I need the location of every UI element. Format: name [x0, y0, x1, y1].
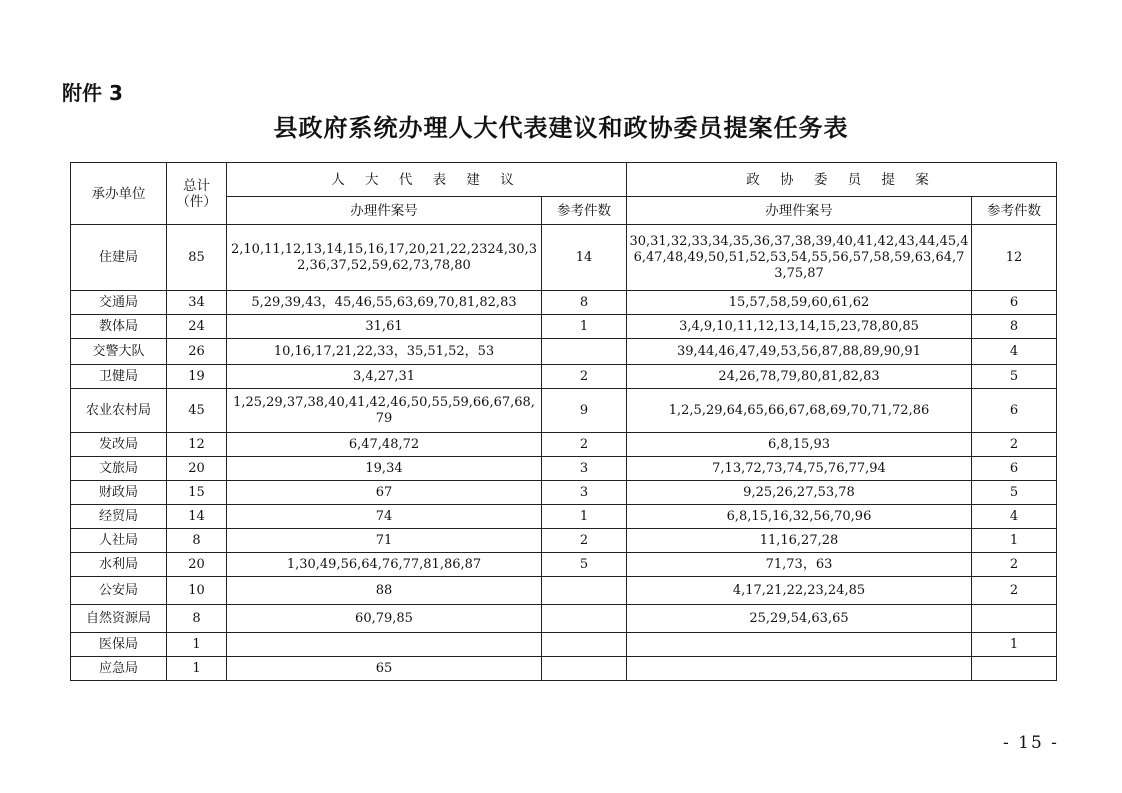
npc-case-numbers-cell: 2,10,11,12,13,14,15,16,17,20,21,22,2324,30,32,36,37,52,59,62,73,78,80 — [227, 225, 542, 291]
table-row — [71, 605, 1057, 633]
npc-reference-count-cell: 8 — [542, 291, 627, 315]
unit-cell: 农业农村局 — [71, 389, 167, 433]
cppcc-case-numbers-cell: 4,17,21,22,23,24,85 — [627, 577, 972, 605]
cppcc-reference-count-cell: 12 — [972, 225, 1057, 291]
cppcc-reference-count-cell: 4 — [972, 339, 1057, 365]
npc-reference-count-cell — [542, 657, 627, 681]
total-cell: 15 — [167, 481, 227, 505]
cppcc-reference-count-cell: 6 — [972, 291, 1057, 315]
table-row — [71, 481, 1057, 505]
total-cell: 24 — [167, 315, 227, 339]
unit-cell: 发改局 — [71, 433, 167, 457]
cppcc-reference-count-cell: 8 — [972, 315, 1057, 339]
npc-case-numbers-cell: 5,29,39,43，45,46,55,63,69,70,81,82,83 — [227, 291, 542, 315]
cppcc-reference-count-cell: 2 — [972, 577, 1057, 605]
table-row — [71, 457, 1057, 481]
table-row — [71, 633, 1057, 657]
cppcc-reference-count-cell: 4 — [972, 505, 1057, 529]
cppcc-case-numbers-cell: 39,44,46,47,49,53,56,87,88,89,90,91 — [627, 339, 972, 365]
cppcc-case-numbers-cell — [627, 633, 972, 657]
cppcc-reference-count-cell: 1 — [972, 633, 1057, 657]
header-npc-case-numbers: 办理件案号 — [227, 197, 542, 225]
npc-reference-count-cell: 14 — [542, 225, 627, 291]
npc-reference-count-cell: 1 — [542, 315, 627, 339]
total-cell: 1 — [167, 633, 227, 657]
total-cell: 10 — [167, 577, 227, 605]
npc-case-numbers-cell: 1,30,49,56,64,76,77,81,86,87 — [227, 553, 542, 577]
cppcc-reference-count-cell: 2 — [972, 553, 1057, 577]
document-title: 县政府系统办理人大代表建议和政协委员提案任务表 — [273, 113, 849, 142]
npc-reference-count-cell — [542, 577, 627, 605]
npc-reference-count-cell: 1 — [542, 505, 627, 529]
table-row — [71, 225, 1057, 291]
total-cell: 20 — [167, 553, 227, 577]
total-cell: 12 — [167, 433, 227, 457]
cppcc-case-numbers-cell: 30,31,32,33,34,35,36,37,38,39,40,41,42,43,44,45,46,47,48,49,50,51,52,53,54,55,56,57,58,59,63,64,73,75,87 — [627, 225, 972, 291]
cppcc-reference-count-cell: 6 — [972, 389, 1057, 433]
total-cell: 14 — [167, 505, 227, 529]
table-row — [71, 433, 1057, 457]
table-row — [71, 529, 1057, 553]
header-total: 总计（件） — [167, 163, 227, 225]
unit-cell: 教体局 — [71, 315, 167, 339]
npc-case-numbers-cell: 71 — [227, 529, 542, 553]
cppcc-reference-count-cell: 5 — [972, 365, 1057, 389]
header-row-group — [71, 163, 1057, 197]
npc-case-numbers-cell: 88 — [227, 577, 542, 605]
unit-cell: 财政局 — [71, 481, 167, 505]
npc-reference-count-cell: 2 — [542, 529, 627, 553]
npc-case-numbers-cell — [227, 633, 542, 657]
table-row — [71, 339, 1057, 365]
total-cell: 1 — [167, 657, 227, 681]
npc-case-numbers-cell: 19,34 — [227, 457, 542, 481]
npc-case-numbers-cell: 6,47,48,72 — [227, 433, 542, 457]
table-row — [71, 505, 1057, 529]
unit-cell: 医保局 — [71, 633, 167, 657]
cppcc-reference-count-cell — [972, 605, 1057, 633]
npc-reference-count-cell: 5 — [542, 553, 627, 577]
unit-cell: 文旅局 — [71, 457, 167, 481]
unit-cell: 经贸局 — [71, 505, 167, 529]
cppcc-case-numbers-cell: 24,26,78,79,80,81,82,83 — [627, 365, 972, 389]
table-header — [71, 163, 1057, 225]
table-row — [71, 389, 1057, 433]
attachment-label: 附件 3 — [62, 81, 123, 105]
cppcc-case-numbers-cell: 15,57,58,59,60,61,62 — [627, 291, 972, 315]
cppcc-reference-count-cell — [972, 657, 1057, 681]
unit-cell: 卫健局 — [71, 365, 167, 389]
unit-cell: 交警大队 — [71, 339, 167, 365]
npc-reference-count-cell — [542, 605, 627, 633]
table-row — [71, 577, 1057, 605]
cppcc-case-numbers-cell: 6,8,15,16,32,56,70,96 — [627, 505, 972, 529]
npc-reference-count-cell: 2 — [542, 365, 627, 389]
total-cell: 20 — [167, 457, 227, 481]
unit-cell: 住建局 — [71, 225, 167, 291]
npc-case-numbers-cell: 67 — [227, 481, 542, 505]
cppcc-reference-count-cell: 6 — [972, 457, 1057, 481]
header-npc-group: 人 大 代 表 建 议 — [227, 163, 627, 197]
header-npc-reference-count: 参考件数 — [542, 197, 627, 225]
total-cell: 19 — [167, 365, 227, 389]
table-row — [71, 657, 1057, 681]
unit-cell: 应急局 — [71, 657, 167, 681]
total-cell: 8 — [167, 605, 227, 633]
npc-reference-count-cell: 2 — [542, 433, 627, 457]
header-cppcc-group: 政 协 委 员 提 案 — [627, 163, 1057, 197]
unit-cell: 交通局 — [71, 291, 167, 315]
npc-case-numbers-cell: 74 — [227, 505, 542, 529]
npc-case-numbers-cell: 65 — [227, 657, 542, 681]
cppcc-case-numbers-cell: 1,2,5,29,64,65,66,67,68,69,70,71,72,86 — [627, 389, 972, 433]
table-row — [71, 315, 1057, 339]
npc-reference-count-cell: 9 — [542, 389, 627, 433]
unit-cell: 自然资源局 — [71, 605, 167, 633]
total-cell: 34 — [167, 291, 227, 315]
cppcc-reference-count-cell: 2 — [972, 433, 1057, 457]
unit-cell: 人社局 — [71, 529, 167, 553]
npc-case-numbers-cell: 3,4,27,31 — [227, 365, 542, 389]
header-cppcc-reference-count: 参考件数 — [972, 197, 1057, 225]
npc-reference-count-cell: 3 — [542, 457, 627, 481]
table-row — [71, 365, 1057, 389]
npc-reference-count-cell — [542, 339, 627, 365]
total-cell: 45 — [167, 389, 227, 433]
total-cell: 26 — [167, 339, 227, 365]
cppcc-case-numbers-cell: 6,8,15,93 — [627, 433, 972, 457]
cppcc-case-numbers-cell: 11,16,27,28 — [627, 529, 972, 553]
header-unit: 承办单位 — [71, 163, 167, 225]
unit-cell: 水利局 — [71, 553, 167, 577]
total-cell: 85 — [167, 225, 227, 291]
total-cell: 8 — [167, 529, 227, 553]
cppcc-reference-count-cell: 5 — [972, 481, 1057, 505]
cppcc-reference-count-cell: 1 — [972, 529, 1057, 553]
npc-case-numbers-cell: 31,61 — [227, 315, 542, 339]
cppcc-case-numbers-cell: 71,73，63 — [627, 553, 972, 577]
page-number: - 15 - — [1003, 733, 1059, 753]
cppcc-case-numbers-cell: 7,13,72,73,74,75,76,77,94 — [627, 457, 972, 481]
npc-reference-count-cell: 3 — [542, 481, 627, 505]
npc-reference-count-cell — [542, 633, 627, 657]
table-body — [71, 225, 1057, 681]
cppcc-case-numbers-cell: 25,29,54,63,65 — [627, 605, 972, 633]
task-table — [70, 162, 1057, 681]
npc-case-numbers-cell: 1,25,29,37,38,40,41,42,46,50,55,59,66,67,68,79 — [227, 389, 542, 433]
table-row — [71, 553, 1057, 577]
cppcc-case-numbers-cell: 3,4,9,10,11,12,13,14,15,23,78,80,85 — [627, 315, 972, 339]
unit-cell: 公安局 — [71, 577, 167, 605]
npc-case-numbers-cell: 60,79,85 — [227, 605, 542, 633]
cppcc-case-numbers-cell: 9,25,26,27,53,78 — [627, 481, 972, 505]
cppcc-case-numbers-cell — [627, 657, 972, 681]
table-row — [71, 291, 1057, 315]
header-cppcc-case-numbers: 办理件案号 — [627, 197, 972, 225]
npc-case-numbers-cell: 10,16,17,21,22,33，35,51,52，53 — [227, 339, 542, 365]
